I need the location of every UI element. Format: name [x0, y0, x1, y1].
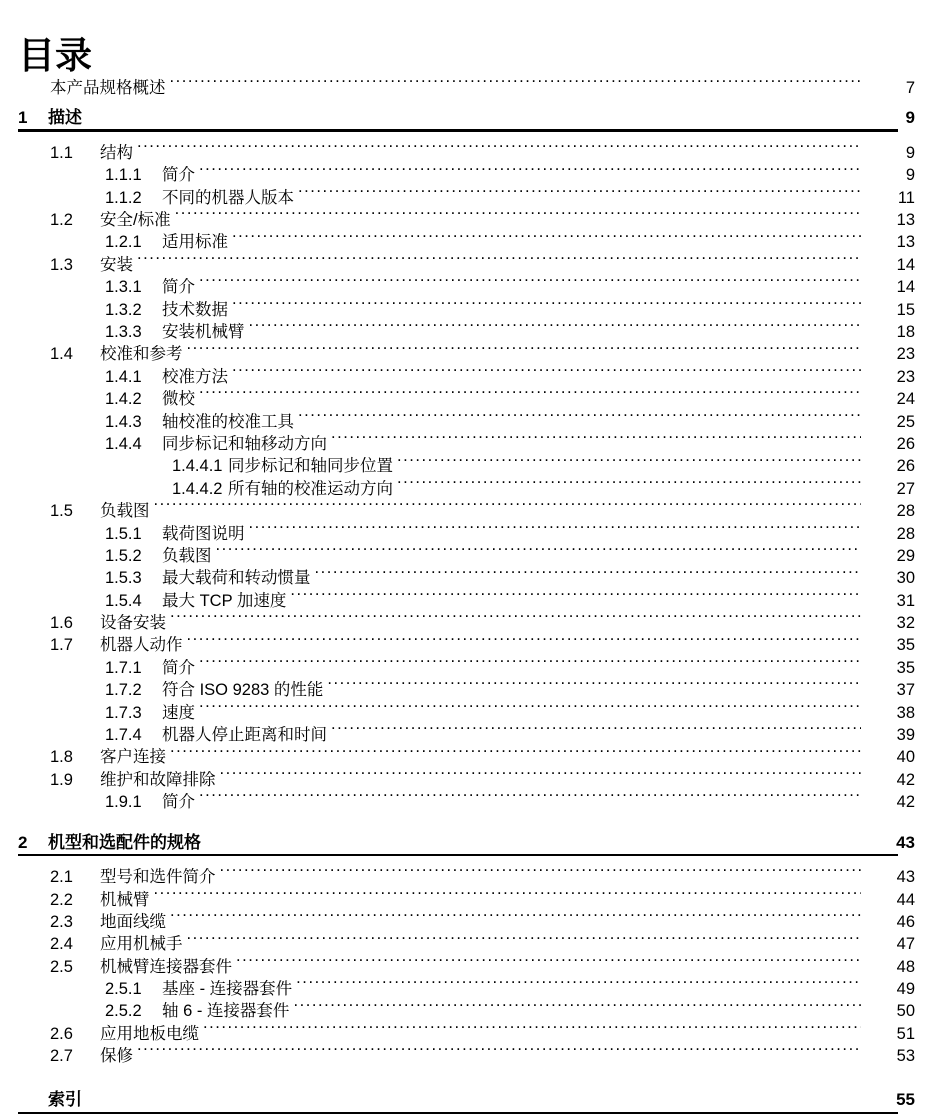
- toc-entry-number: 1.3.2: [105, 300, 142, 319]
- toc-entry-page-number: 37: [896, 681, 915, 700]
- toc-entry-page-number: 26: [896, 434, 915, 453]
- toc-entry-number: 1.5.3: [105, 569, 142, 588]
- dot-leader: [220, 770, 862, 787]
- toc-entry-page-number: 35: [896, 636, 915, 655]
- toc-entry-number: 1.7: [50, 636, 73, 655]
- dot-leader: [137, 255, 861, 272]
- toc-entry-level-3[interactable]: [0, 587, 932, 609]
- toc-entry-label: 同步标记和轴同步位置: [228, 457, 393, 476]
- toc-entry-level-2[interactable]: [0, 1042, 932, 1064]
- toc-entry-page-number: 28: [896, 502, 915, 521]
- toc-entry-level-2[interactable]: [0, 497, 932, 519]
- toc-entry-page-number: 27: [896, 479, 915, 498]
- toc-entry-label: 简介: [162, 278, 195, 297]
- toc-entry-number: 2.1: [50, 868, 73, 887]
- dot-leader: [293, 1002, 861, 1019]
- toc-entry-number: 1.3.3: [105, 323, 142, 342]
- toc-entry-label: 简介: [162, 658, 195, 677]
- dot-leader: [199, 703, 861, 720]
- toc-entry-label: 维护和故障排除: [100, 770, 216, 789]
- dot-leader: [203, 1024, 861, 1041]
- toc-entry-label: 基座 - 连接器套件: [162, 980, 293, 999]
- toc-entry-page-number: 28: [896, 524, 915, 543]
- toc-entry-level-2[interactable]: [0, 631, 932, 653]
- toc-entry-page-number: 32: [896, 614, 915, 633]
- toc-entry-label: 应用机械手: [100, 935, 183, 954]
- toc-entry-level-3[interactable]: [0, 997, 932, 1019]
- dot-leader: [249, 322, 862, 339]
- chapter-title: 索引: [48, 1089, 82, 1109]
- toc-entry-level-2[interactable]: [0, 743, 932, 765]
- toc-entry-label: 载荷图说明: [162, 524, 245, 543]
- toc-entry-number: 1.7.3: [105, 703, 142, 722]
- dot-leader: [170, 748, 861, 765]
- toc-entry-level-2[interactable]: [0, 609, 932, 631]
- dot-leader: [298, 412, 861, 429]
- chapter-heading-row: [0, 1085, 915, 1112]
- toc-entry-number: 1.4.2: [105, 390, 142, 409]
- toc-entry-number: 1.6: [50, 614, 73, 633]
- toc-entry-number: 1.5: [50, 502, 73, 521]
- toc-entry-label: 同步标记和轴移动方向: [162, 434, 327, 453]
- spacer: [0, 856, 932, 863]
- dot-leader: [175, 211, 861, 228]
- toc-entry-level-3[interactable]: [0, 788, 932, 810]
- toc-entry-level-3[interactable]: [0, 542, 932, 564]
- toc-entry-page-number: 13: [896, 233, 915, 252]
- toc-entry-page-number: 15: [896, 300, 915, 319]
- toc-entry-page-number: 11: [897, 188, 915, 207]
- toc-entry-page-number: 29: [896, 546, 915, 565]
- toc-entry-number: 1.5.4: [105, 591, 142, 610]
- toc-entry-page-number: 25: [896, 412, 915, 431]
- toc-entry-label: 负载图: [100, 502, 150, 521]
- toc-entry-label: 地面线缆: [100, 912, 166, 931]
- toc-entry-label: 技术数据: [162, 300, 228, 319]
- spacer: [0, 132, 932, 139]
- chapter-number: 1: [18, 108, 28, 128]
- toc-entry-level-3[interactable]: [0, 699, 932, 721]
- chapter-page-number: 43: [896, 832, 915, 852]
- toc-entry-label: 结构: [100, 143, 133, 162]
- toc-entry-level-3[interactable]: [0, 296, 932, 318]
- page-title: 目录: [18, 34, 92, 76]
- chapter-title: 描述: [48, 108, 82, 128]
- toc-entry-number: 1.4.4.1: [172, 457, 223, 476]
- dot-leader: [187, 935, 862, 952]
- toc-entry-number: 1.4.4: [105, 434, 142, 453]
- toc-entry-label: 客户连接: [100, 748, 166, 767]
- dot-leader: [232, 367, 861, 384]
- toc-entry-number: 1.7.2: [105, 681, 142, 700]
- toc-entry-page-number: 47: [896, 935, 915, 954]
- toc-entry-level-2[interactable]: [0, 886, 932, 908]
- dot-leader: [327, 681, 861, 698]
- toc-entry-number: 1.5.1: [105, 524, 142, 543]
- dot-leader: [298, 188, 861, 205]
- toc-entry-level-3[interactable]: [0, 430, 932, 452]
- chapter-heading-row: [0, 828, 915, 854]
- toc-entry-label: 最大 TCP 加速度: [162, 591, 287, 610]
- toc-entry-number: 1.8: [50, 748, 73, 767]
- spacer: [0, 811, 932, 828]
- dot-leader: [232, 233, 861, 250]
- toc-entry-number: 1.2: [50, 211, 73, 230]
- toc-entry-label: 机器人停止距离和时间: [162, 726, 327, 745]
- toc-entry-label: 负载图: [162, 546, 212, 565]
- dot-leader: [154, 502, 862, 519]
- toc-entry-label: 安装: [100, 255, 133, 274]
- toc-entry-page-number: 14: [896, 255, 915, 274]
- toc-entry-level-3[interactable]: [0, 975, 932, 997]
- chapter-number: 2: [18, 832, 28, 852]
- toc-entry-page-number: 48: [896, 957, 915, 976]
- dot-leader: [315, 569, 862, 586]
- dot-leader: [397, 479, 861, 496]
- toc-entry-page-number: 53: [896, 1047, 915, 1066]
- toc-entry-number: 1.4: [50, 345, 73, 364]
- chapter-title: 机型和选配件的规格: [48, 832, 201, 852]
- dot-leader: [296, 980, 861, 997]
- toc-entry-level-3[interactable]: [0, 184, 932, 206]
- toc-entry-label: 所有轴的校准运动方向: [228, 479, 393, 498]
- toc-entry-label: 本产品规格概述: [50, 79, 166, 97]
- toc-entry-page-number: 30: [896, 569, 915, 588]
- toc-entry-label: 保修: [100, 1047, 133, 1066]
- toc-entry-label: 适用标准: [162, 233, 228, 252]
- toc-entry-level-4[interactable]: [0, 452, 932, 474]
- toc-entry-number: 1.7.4: [105, 726, 142, 745]
- toc-entry-level-3[interactable]: [0, 408, 932, 430]
- dot-leader: [331, 434, 861, 451]
- toc-entry-page-number: 13: [896, 211, 915, 230]
- toc-entry-page-number: 9: [905, 143, 915, 162]
- toc-entry-number: 2.2: [50, 890, 73, 909]
- toc-entry-level-3[interactable]: [0, 318, 932, 340]
- dot-leader: [290, 591, 861, 608]
- toc-entry-number: 1.3: [50, 255, 73, 274]
- toc-entry-level-3[interactable]: [0, 564, 932, 586]
- toc-entry-number: 2.3: [50, 912, 73, 931]
- dot-leader: [236, 957, 861, 974]
- toc-entry-level-4[interactable]: [0, 475, 932, 497]
- chapter-heading-row: [0, 103, 915, 129]
- toc-entry-label: 轴校准的校准工具: [162, 412, 294, 431]
- toc-entry-number: 1.4.4.2: [172, 479, 223, 498]
- toc-entry-level-2[interactable]: [0, 908, 932, 930]
- toc-entry-level-3[interactable]: [0, 273, 932, 295]
- toc-entry-label: 最大载荷和转动惯量: [162, 569, 311, 588]
- toc-entry-number: 1.1: [50, 143, 73, 162]
- toc-entry-label: 机器人动作: [100, 636, 183, 655]
- toc-entry-label: 安装机械臂: [162, 323, 245, 342]
- toc-entry-label: 机械臂连接器套件: [100, 957, 232, 976]
- toc-entry-number: 1.1.2: [105, 188, 142, 207]
- toc-entry-page-number: 18: [896, 323, 915, 342]
- toc-entry-label: 轴 6 - 连接器套件: [162, 1002, 290, 1021]
- chapter-page-number: 9: [905, 108, 915, 128]
- chapter-heading[interactable]: [0, 828, 932, 857]
- toc-entry-label: 安全/标准: [100, 211, 171, 230]
- toc-entry-page-number: 23: [896, 367, 915, 386]
- toc-entry-front-matter[interactable]: [0, 74, 932, 96]
- toc-entry-page-number: 23: [896, 345, 915, 364]
- toc-entry-page-number: 51: [896, 1024, 915, 1043]
- spacer: [0, 1065, 932, 1085]
- toc-entry-page-number: 35: [896, 658, 915, 677]
- toc-entry-level-2[interactable]: [0, 1020, 932, 1042]
- toc-entry-label: 符合 ISO 9283 的性能: [162, 681, 324, 700]
- toc-entry-page-number: 7: [905, 79, 915, 97]
- dot-leader: [187, 636, 862, 653]
- toc-entry-page-number: 40: [896, 748, 915, 767]
- toc-entry-page-number: 14: [896, 278, 915, 297]
- dot-leader: [170, 614, 861, 631]
- toc-entry-number: 1.1.1: [105, 166, 142, 185]
- toc-entry-label: 应用地板电缆: [100, 1024, 199, 1043]
- toc-entry-level-2[interactable]: [0, 766, 932, 788]
- toc-entry-level-3[interactable]: [0, 676, 932, 698]
- toc-entry-number: 2.5.2: [105, 1002, 142, 1021]
- dot-leader: [232, 300, 861, 317]
- dot-leader: [170, 78, 862, 95]
- dot-leader: [199, 658, 861, 675]
- toc-entry-level-2[interactable]: [0, 863, 932, 885]
- toc-entry-number: 2.7: [50, 1047, 73, 1066]
- toc-entry-page-number: 46: [896, 912, 915, 931]
- toc-entry-label: 速度: [162, 703, 195, 722]
- toc-entry-page-number: 49: [896, 980, 915, 999]
- toc-entry-level-2[interactable]: [0, 953, 932, 975]
- toc-entry-label: 校准和参考: [100, 345, 183, 364]
- dot-leader: [199, 793, 861, 810]
- toc-entry-page-number: 39: [896, 726, 915, 745]
- chapter-page-number: 55: [896, 1089, 915, 1109]
- dot-leader: [199, 166, 861, 183]
- toc-entry-level-3[interactable]: [0, 721, 932, 743]
- toc-entry-label: 简介: [162, 166, 195, 185]
- dot-leader: [397, 457, 861, 474]
- toc-entry-page-number: 38: [896, 703, 915, 722]
- dot-leader: [199, 278, 861, 295]
- toc-entry-number: 2.6: [50, 1024, 73, 1043]
- toc-entry-level-3[interactable]: [0, 228, 932, 250]
- dot-leader: [331, 725, 861, 742]
- toc-entry-page-number: 44: [896, 890, 915, 909]
- toc-entry-level-2[interactable]: [0, 930, 932, 952]
- toc-entry-number: 1.3.1: [105, 278, 142, 297]
- toc-entry-number: 1.7.1: [105, 658, 142, 677]
- toc-entry-page-number: 42: [896, 793, 915, 812]
- toc-entry-level-3[interactable]: [0, 520, 932, 542]
- toc-entry-number: 1.4.1: [105, 367, 142, 386]
- toc-entry-label: 简介: [162, 793, 195, 812]
- toc-entry-page-number: 26: [896, 457, 915, 476]
- toc-entry-number: 1.2.1: [105, 233, 142, 252]
- toc-entry-label: 机械臂: [100, 890, 150, 909]
- toc-entry-label: 校准方法: [162, 367, 228, 386]
- dot-leader: [137, 143, 861, 160]
- chapter-heading[interactable]: [0, 103, 932, 132]
- dot-leader: [170, 912, 861, 929]
- toc-entry-level-3[interactable]: [0, 654, 932, 676]
- toc-entry-number: 1.9: [50, 770, 73, 789]
- toc-entry-number: 1.4.3: [105, 412, 142, 431]
- toc-entry-page-number: 24: [896, 390, 915, 409]
- toc-entry-page-number: 9: [905, 166, 915, 185]
- dot-leader: [249, 524, 862, 541]
- toc-entry-number: 2.4: [50, 935, 73, 954]
- table-of-contents: [0, 74, 932, 1114]
- dot-leader: [199, 390, 861, 407]
- toc-entry-label: 型号和选件简介: [100, 868, 216, 887]
- toc-entry-page-number: 43: [896, 868, 915, 887]
- index-heading[interactable]: [0, 1085, 932, 1114]
- toc-entry-number: 1.5.2: [105, 546, 142, 565]
- toc-entry-level-3[interactable]: [0, 363, 932, 385]
- toc-entry-number: 2.5.1: [105, 980, 142, 999]
- dot-leader: [137, 1047, 861, 1064]
- toc-entry-page-number: 42: [896, 770, 915, 789]
- toc-entry-page-number: 50: [896, 1002, 915, 1021]
- toc-entry-level-2[interactable]: [0, 206, 932, 228]
- dot-leader: [216, 546, 862, 563]
- toc-entry-page-number: 31: [896, 591, 915, 610]
- toc-entry-number: 2.5: [50, 957, 73, 976]
- toc-entry-label: 设备安装: [100, 614, 166, 633]
- toc-entry-label: 微校: [162, 390, 195, 409]
- dot-leader: [187, 345, 862, 362]
- toc-entry-level-2[interactable]: [0, 251, 932, 273]
- toc-entry-level-2[interactable]: [0, 139, 932, 161]
- toc-entry-label: 不同的机器人版本: [162, 188, 294, 207]
- toc-entry-number: 1.9.1: [105, 793, 142, 812]
- toc-entry-level-3[interactable]: [0, 385, 932, 407]
- dot-leader: [154, 890, 862, 907]
- dot-leader: [220, 868, 862, 885]
- toc-entry-level-3[interactable]: [0, 161, 932, 183]
- toc-entry-level-2[interactable]: [0, 340, 932, 362]
